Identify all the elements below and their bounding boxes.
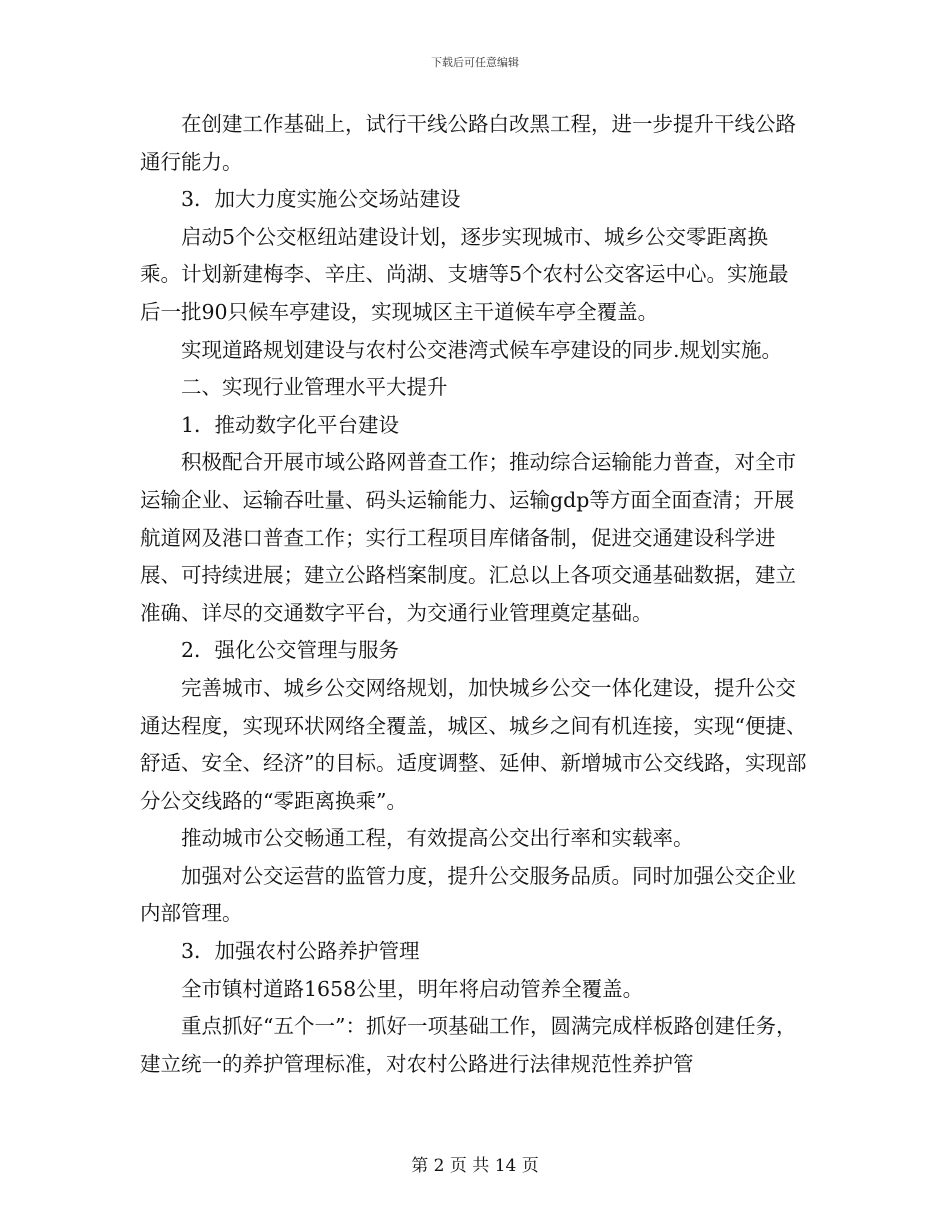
section-heading: 3．加强农村公路养护管理 [181,939,420,964]
paragraph: 重点抓好“五个一”：抓好一项基础工作，圆满完成样板路创建任务，建立统一的养护管理标准，对农村公路进行法律规范性养护管 [140,1014,797,1076]
paragraph: 积极配合开展市域公路网普查工作；推动综合运输能力普查，对全市运输企业、运输吞吐量、码头运输能力、运输gdp等方面全面查清；开展航道网及港口普查工作；实行工程项目库储备制，促进交通建设科学进展、可持续进展；建立公路档案制度。汇总以上各项交通基础数据，建立准确、详尽的交通数字平台，为交通行业管理奠定基础。 [140,450,796,625]
paragraph: 在创建工作基础上，试行干线公路白改黑工程，进一步提升干线公路通行能力。 [140,112,796,174]
document-body [140,106,808,1083]
section-heading: 2．强化公交管理与服务 [181,638,400,663]
paragraph: 推动城市公交畅通工程，有效提高公交出行率和实载率。 [181,826,694,851]
section-heading: 1．推动数字化平台建设 [181,412,400,437]
paragraph: 全市镇村道路1658公里，明年将启动管养全覆盖。 [181,976,644,1001]
page-header-note: 下载后可任意编辑 [431,56,519,69]
page-number-footer: 第 2 页 共 14 页 [411,1156,539,1176]
paragraph: 实现道路规划建设与农村公交港湾式候车亭建设的同步.规划实施。 [181,337,783,362]
paragraph: 加强对公交运营的监管力度，提升公交服务品质。同时加强公交企业内部管理。 [140,863,796,926]
section-heading: 3．加大力度实施公交场站建设 [181,187,461,212]
paragraph: 完善城市、城乡公交网络规划，加快城乡公交一体化建设，提升公交通达程度，实现环状网络全覆盖，城区、城乡之间有机连接，实现“便捷、舒适、安全、经济”的目标。适度调整、延伸、新增城市公交线路，实现部分公交线路的“零距离换乘”。 [140,675,807,813]
section-heading: 二、实现行业管理水平大提升 [181,375,448,400]
paragraph: 启动5个公交枢纽站建设计划，逐步实现城市、城乡公交零距离换乘。计划新建梅李、辛庄、尚湖、支塘等5个农村公交客运中心。实施最后一批90只候车亭建设，实现城区主干道候车亭全覆盖。 [140,224,789,324]
